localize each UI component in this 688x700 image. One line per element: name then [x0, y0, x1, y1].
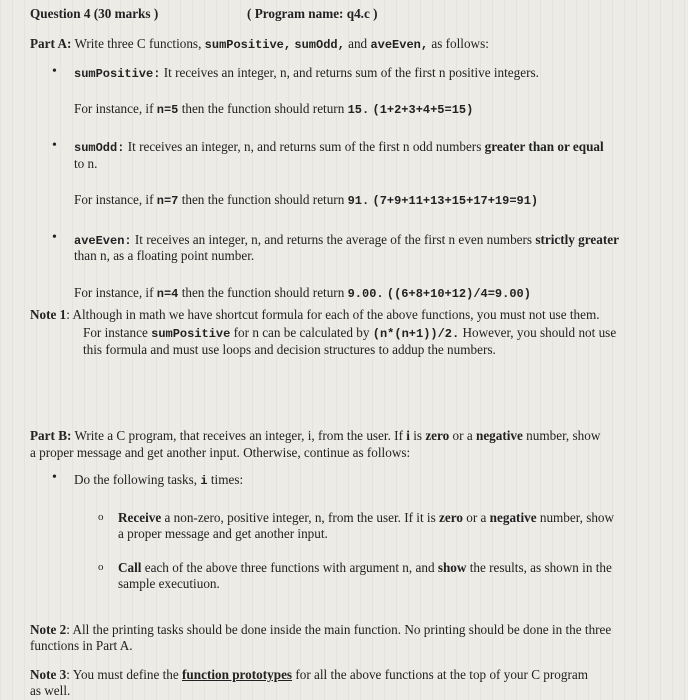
note2-line1: Note 2: All the printing tasks should be done inside the main function. No printing should be done in the three — [30, 622, 612, 637]
sumodd-desc-cont: to n. — [74, 156, 98, 171]
aveeven-desc: aveEven: It receives an integer, n, and returns the average of the first n even numbers strictly greater — [74, 232, 619, 248]
note3-line2: as well. — [30, 683, 71, 698]
task-line: Do the following tasks, i times: — [74, 472, 244, 488]
note1-line2: For instance sumPositive for n can be calculated by (n*(n+1))/2. However, you should not use — [83, 325, 617, 341]
note1-line1: Note 1: Although in math we have shortcut formula for each of the above functions, you must not use them. — [30, 307, 600, 322]
note3-line1: Note 3: You must define the function prototypes for all the above functions at the top of your C program — [30, 667, 588, 682]
question-title: Question 4 (30 marks ) — [30, 6, 159, 21]
subtask-receive-cont: a proper message and get another input. — [118, 526, 328, 541]
part-a-intro: Part A: Write three C functions, sumPositive, sumOdd, and aveEven, as follows: — [30, 36, 489, 52]
circle-bullet-icon: o — [98, 561, 104, 573]
program-name: ( Program name: q4.c ) — [247, 6, 378, 21]
aveeven-desc-cont: than n, as a floating point number. — [74, 248, 255, 263]
note1-line3: this formula and must use loops and decision structures to addup the numbers. — [83, 342, 496, 357]
sumpositive-desc: sumPositive: It receives an integer, n, and returns sum of the first n positive integers. — [74, 65, 539, 81]
sumpositive-example: For instance, if n=5 then the function should return 15. (1+2+3+4+5=15) — [74, 101, 474, 117]
sumodd-desc: sumOdd: It receives an integer, n, and returns sum of the first n odd numbers greater than or equal — [74, 139, 604, 155]
subtask-receive: Receive a non-zero, positive integer, n, from the user. If it is zero or a negative number, show — [118, 510, 615, 525]
sumodd-example: For instance, if n=7 then the function should return 91. (7+9+11+13+15+17+19=91) — [74, 192, 539, 208]
part-b-intro: Part B: Write a C program, that receives an integer, i, from the user. If i is zero or a negative number, show — [30, 428, 601, 443]
part-b-intro-cont: a proper message and get another input. Otherwise, continue as follows: — [30, 445, 411, 460]
bullet-icon: • — [52, 230, 57, 245]
circle-bullet-icon: o — [98, 511, 104, 523]
bullet-icon: • — [52, 138, 57, 153]
note2-line2: functions in Part A. — [30, 638, 133, 653]
subtask-call: Call each of the above three functions with argument n, and show the results, as shown in the — [118, 560, 612, 575]
aveeven-example: For instance, if n=4 then the function should return 9.00. ((6+8+10+12)/4=9.00) — [74, 285, 531, 301]
bullet-icon: • — [52, 64, 57, 79]
bullet-icon: • — [52, 470, 57, 485]
subtask-call-cont: sample executiuon. — [118, 576, 220, 591]
